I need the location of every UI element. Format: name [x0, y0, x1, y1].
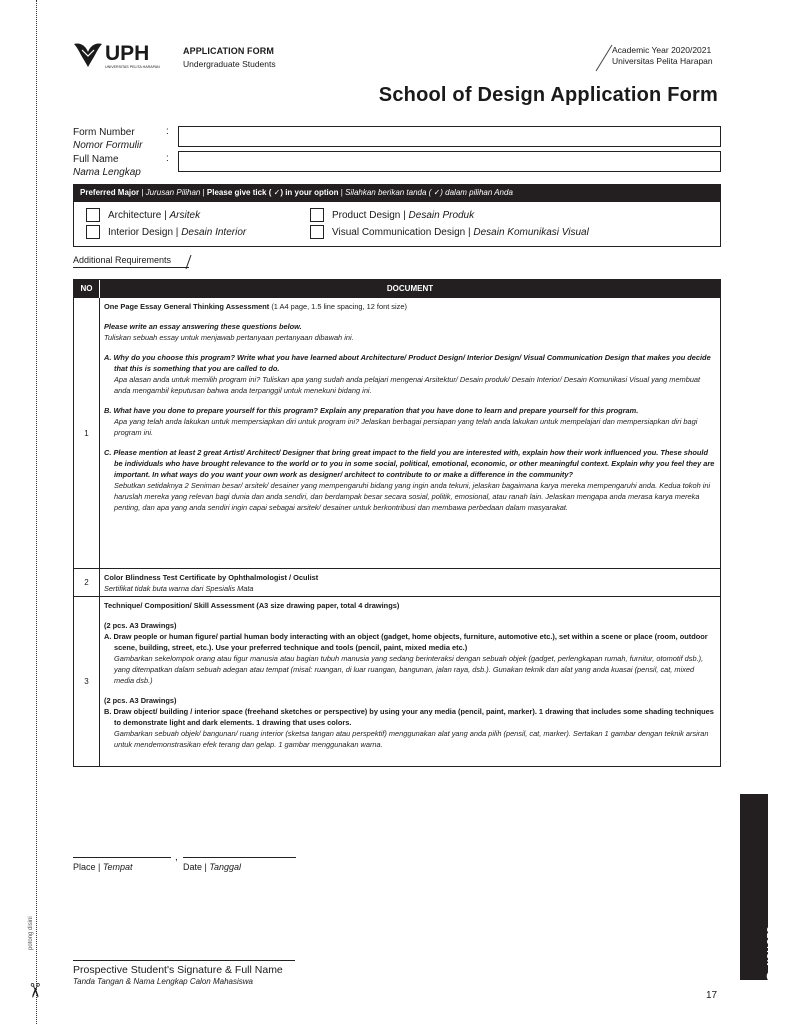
logo-subtext: UNIVERSITAS PELITA HARAPAN — [105, 65, 160, 69]
row-document: Color Blindness Test Certificate by Ophthalmologist / Oculist Sertifikat tidak buta warna dari Spesialis Mata — [104, 573, 319, 593]
major-product-design[interactable]: Product Design | Desain Produk — [310, 208, 474, 222]
page-title: School of Design Application Form — [378, 84, 718, 106]
place-line[interactable] — [73, 857, 171, 858]
preferred-major-bar: Preferred Major | Jurusan Pilihan | Please give tick ( ✓) in your option | Silahkan berikan tanda ( ✓) dalam pilihan Anda — [73, 184, 721, 202]
row-number: 1 — [74, 298, 100, 568]
full-name-colon: : — [166, 153, 169, 164]
uph-logo — [72, 40, 170, 70]
form-title: APPLICATION FORM — [183, 46, 274, 56]
header-academic-info — [612, 45, 713, 67]
section-label: SECTION03 — [761, 927, 791, 998]
header-no: NO — [74, 280, 100, 298]
major-architecture[interactable]: Architecture | Arsitek — [86, 208, 200, 222]
row-document: One Page Essay General Thinking Assessment (1 A4 page, 1.5 line spacing, 12 font size) Please write an essay answering these questions below. Tuliskan sebuah essay untuk menjawab pertanyaan pertanyaan dibawah ini. A. Why do you choose this program? Write what you have learned about Architecture/ Product Design/ Interior Design/ Visual Communication Design that makes you decide that this is something that you are called to do. Apa alasan anda untuk memilih program ini? Tuliskan apa yang sudah anda pelajari mengenai Arsitektur/ Desain produk/ Desain Interior/ Desain Komunikasi Visual yang membuat anda mengambil keputusan bahwa anda terpanggil untuk menekuni bidang ini. B. What have you done to prepare yourself for this program? Explain any preparation that you have done to learn and prepare yourself for this program. Apa yang telah anda lakukan untuk mempersiapkan diri untuk program ini? Jelaskan berbagai persiapan yang telah anda lakukan untuk mempelajari dan mempersiapkan diri bagi program ini. C. Please mention at least 2 great Artist/ Architect/ Designer that bring great impact to the field you are interested with, explain how their work influenced you. These should be individuals who have brought relevance to the world or to you in some social, political, emotional, economic, or other meaningful context. Explain why you feel they are important. In what ways do you want your own work as designer/ architect to contribute to or make a difference in the community? Sebutkan setidaknya 2 Seniman besar/ arsitek/ desainer yang mempengaruhi bidang yang ingin anda tekuni, jelaskan bagaimana karya mereka mempengaruhi anda. Kedua tokoh ini haruslah mereka yang relevan bagi dunia dan anda sendiri, dan berdampak besar secara sosial, politik, emosional, atau ranah lain. Jelaskan mengapa anda merasa karya mereka penting, dan apa yang anda sendiri ingin capai sebagai arsitek/ desainer untuk berkontribusi dan membawa perbedaan dalam masyarakat. — [104, 302, 715, 512]
full-name-label: Full Name Nama Lengkap — [73, 154, 141, 178]
logo-text: UPH — [105, 42, 150, 65]
student-signature-line[interactable] — [73, 960, 295, 961]
table-row-1 — [74, 298, 720, 568]
checkbox-architecture[interactable] — [86, 208, 100, 222]
date-line[interactable] — [183, 857, 296, 858]
checkbox-interior-design[interactable] — [86, 225, 100, 239]
form-subtitle: Undergraduate Students — [183, 59, 276, 69]
major-interior-design[interactable]: Interior Design | Desain Interior — [86, 225, 246, 239]
table-row-2 — [74, 568, 720, 596]
row-number: 2 — [74, 569, 100, 596]
additional-requirements-heading: Additional Requirements — [73, 255, 189, 268]
student-signature-label: Prospective Student's Signature & Full Name Tanda Tangan & Nama Lengkap Calon Mahasiswa — [73, 964, 283, 986]
date-label: Date | Tanggal — [183, 862, 242, 872]
scissors-icon: ✂ — [22, 982, 45, 999]
full-name-field[interactable] — [178, 151, 721, 172]
table-row-3 — [74, 596, 720, 766]
additional-requirements-slash — [184, 254, 192, 270]
cut-label: potong disini — [28, 916, 34, 950]
place-date-comma: , — [175, 852, 178, 863]
university-name: Universitas Pelita Harapan — [612, 56, 713, 66]
table-header — [74, 280, 720, 298]
row-number: 3 — [74, 597, 100, 766]
place-label: Place | Tempat — [73, 862, 133, 872]
header-document: DOCUMENT — [386, 284, 434, 293]
checkbox-visual-communication-design[interactable] — [310, 225, 324, 239]
cut-line — [36, 0, 37, 1024]
academic-year: Academic Year 2020/2021 — [612, 45, 712, 55]
documents-table — [73, 279, 721, 767]
form-number-label: Form Number Nomor Formulir — [73, 127, 143, 151]
form-number-colon: : — [166, 126, 169, 137]
form-number-field[interactable] — [178, 126, 721, 147]
page-number: 17 — [706, 990, 718, 1001]
header-slash — [594, 44, 614, 72]
checkbox-product-design[interactable] — [310, 208, 324, 222]
header-form-info — [183, 46, 276, 69]
row-document: Technique/ Composition/ Skill Assessment (A3 size drawing paper, total 4 drawings) (2 pcs. A3 Drawings) A. Draw people or human figure/ partial human body interacting with an object (gadget, home objects, furniture, automotive etc.), set within a scene or place (room, outdoor scene, building, street, etc.). Use your preferred technique and tools (pencil, paint, mixed media etc.) Gambarkan sekelompok orang atau figur manusia atau bagian tubuh manusia yang sedang berinteraksi dengan sebuah objek (gadget, perlengkapan rumah, furnitur, otomotif dsb.), yang ditempatkan dalam sebuah adegan atau tempat (misal: ruangan, di luar ruangan, bangunan, jalan raya, dsb.). Gunakan teknik dan alat yang anda kuasai (pensil, cat, mixed media dsb.) (2 pcs. A3 Drawings) B. Draw object/ building / interior space (freehand sketches or perspective) by using your any media (pencil, paint, marker). 1 drawing that includes some shading techniques to demonstrate light and dark elements. 1 drawing that uses colors. Gambarkan sebuah objek/ bangunan/ ruang interior (sketsa tangan atau perspektif) menggunakan alat yang anda pilih (pensil, cat, marker). Sertakan 1 gambar dengan teknik arsiran untuk mendemonstrasikan efek terang dan gelap. 1 gambar menggunakan warna. — [104, 601, 714, 749]
major-visual-communication-design[interactable]: Visual Communication Design | Desain Komunikasi Visual — [310, 225, 589, 239]
